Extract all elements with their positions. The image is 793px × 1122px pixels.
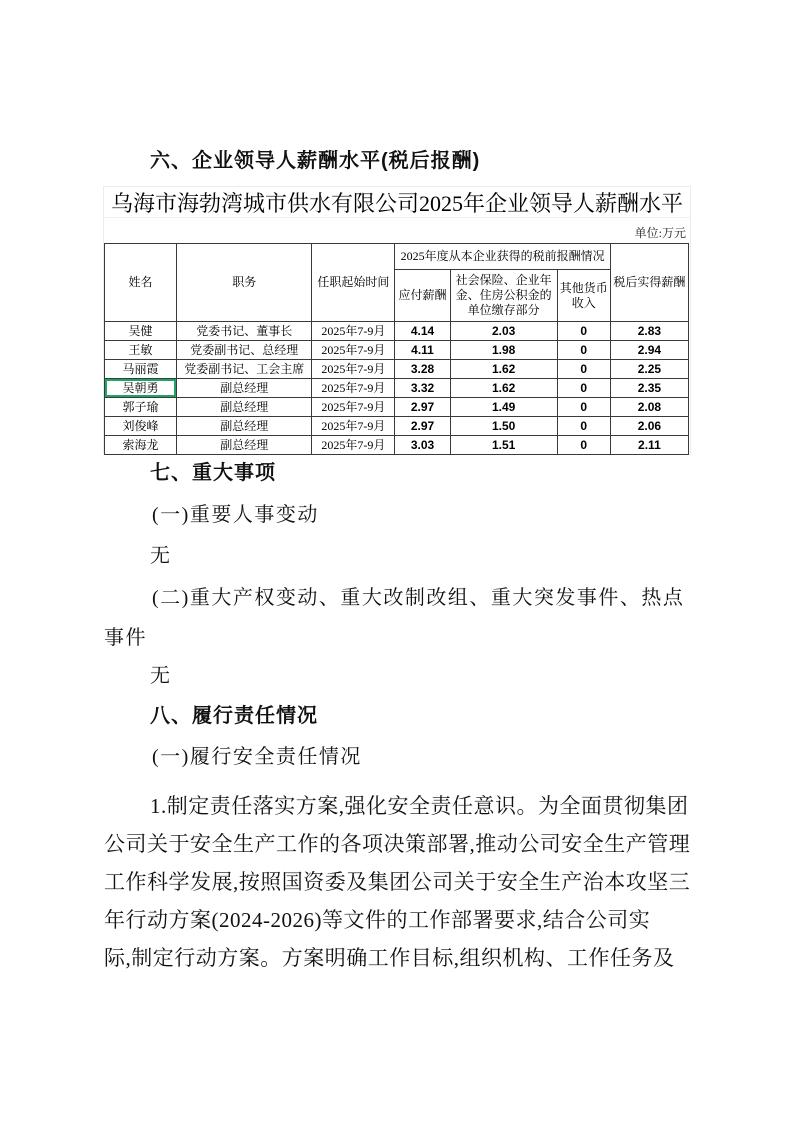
cell-insurance: 1.62	[450, 360, 557, 379]
cell-start: 2025年7-9月	[312, 322, 395, 341]
cell-name: 刘俊峰	[105, 417, 177, 436]
cell-payable: 3.32	[395, 379, 450, 398]
col-header-after-tax: 税后实得薪酬	[610, 244, 688, 322]
cell-name: 王敏	[105, 341, 177, 360]
cell-payable: 2.97	[395, 398, 450, 417]
cell-name: 郭子瑜	[105, 398, 177, 417]
paragraph-line: 公司关于安全生产工作的各项决策部署,推动公司安全生产管理	[104, 832, 691, 856]
cell-after_tax: 2.11	[610, 436, 688, 455]
cell-payable: 2.97	[395, 417, 450, 436]
col-header-name: 姓名	[105, 244, 177, 322]
cell-after_tax: 2.25	[610, 360, 688, 379]
col-header-pretax-group: 2025年度从本企业获得的税前报酬情况	[395, 244, 610, 270]
table-row	[105, 398, 689, 417]
cell-position: 副总经理	[177, 379, 312, 398]
cell-other: 0	[557, 341, 610, 360]
table-row	[105, 436, 689, 455]
cell-after_tax: 2.94	[610, 341, 688, 360]
cell-other: 0	[557, 379, 610, 398]
paragraph-line: 年行动方案(2024-2026)等文件的工作部署要求,结合公司实	[104, 908, 651, 932]
section7-item1-value: 无	[150, 545, 172, 567]
unit-note: 单位:万元	[634, 226, 686, 240]
section8-paragraph	[104, 787, 704, 977]
cell-other: 0	[557, 417, 610, 436]
cell-name: 马丽霞	[105, 360, 177, 379]
cell-payable: 3.03	[395, 436, 450, 455]
table-row	[105, 360, 689, 379]
cell-payable: 3.28	[395, 360, 450, 379]
cell-position: 党委副书记、总经理	[177, 341, 312, 360]
paragraph-line: 际,制定行动方案。方案明确工作目标,组织机构、工作任务及	[104, 946, 675, 970]
cell-insurance: 1.62	[450, 379, 557, 398]
section7-heading: 七、重大事项	[150, 462, 276, 484]
section7-item2-line1: (二)重大产权变动、重大改制改组、重大突发事件、热点	[152, 587, 685, 609]
table-row	[105, 417, 689, 436]
col-header-start-time: 任职起始时间	[312, 244, 395, 322]
table-row	[105, 322, 689, 341]
cell-position: 副总经理	[177, 436, 312, 455]
cell-position: 副总经理	[177, 398, 312, 417]
cell-payable: 4.14	[395, 322, 450, 341]
cell-other: 0	[557, 398, 610, 417]
table-row	[105, 341, 689, 360]
salary-sheet	[103, 186, 691, 455]
cell-start: 2025年7-9月	[312, 379, 395, 398]
cell-position: 党委副书记、工会主席	[177, 360, 312, 379]
paragraph-line: 工作科学发展,按照国资委及集团公司关于安全生产治本攻坚三	[104, 870, 691, 894]
section7-item2-value: 无	[150, 665, 172, 687]
paragraph-line: 1.制定责任落实方案,强化安全责任意识。为全面贯彻集团	[150, 794, 689, 818]
cell-start: 2025年7-9月	[312, 417, 395, 436]
cell-start: 2025年7-9月	[312, 436, 395, 455]
cell-insurance: 1.98	[450, 341, 557, 360]
salary-table	[104, 243, 689, 455]
cell-payable: 4.11	[395, 341, 450, 360]
cell-other: 0	[557, 322, 610, 341]
section6-heading: 六、企业领导人薪酬水平(税后报酬)	[150, 150, 481, 172]
cell-after_tax: 2.83	[610, 322, 688, 341]
cell-after_tax: 2.08	[610, 398, 688, 417]
cell-insurance: 1.49	[450, 398, 557, 417]
section7-item1-label: (一)重要人事变动	[152, 504, 319, 526]
cell-insurance: 1.50	[450, 417, 557, 436]
cell-position: 副总经理	[177, 417, 312, 436]
cell-name: 吴朝勇	[105, 379, 177, 398]
section8-sub-heading: (一)履行安全责任情况	[152, 746, 362, 768]
cell-position: 党委书记、董事长	[177, 322, 312, 341]
cell-start: 2025年7-9月	[312, 341, 395, 360]
table-row	[105, 379, 689, 398]
cell-name: 索海龙	[105, 436, 177, 455]
section7-item2-line2: 事件	[104, 627, 147, 649]
cell-insurance: 1.51	[450, 436, 557, 455]
salary-table-title: 乌海市海勃湾城市供水有限公司2025年企业领导人薪酬水平	[104, 187, 690, 218]
cell-start: 2025年7-9月	[312, 398, 395, 417]
col-header-position: 职务	[177, 244, 312, 322]
cell-other: 0	[557, 360, 610, 379]
col-header-other-income: 其他货币收入	[557, 270, 610, 322]
cell-other: 0	[557, 436, 610, 455]
cell-after_tax: 2.06	[610, 417, 688, 436]
cell-insurance: 2.03	[450, 322, 557, 341]
section8-heading: 八、履行责任情况	[150, 705, 318, 727]
col-header-insurance: 社会保险、企业年金、住房公积金的单位缴存部分	[450, 270, 557, 322]
cell-name: 吴健	[105, 322, 177, 341]
salary-table-header	[105, 244, 689, 322]
salary-table-body	[105, 322, 689, 455]
col-header-payable: 应付薪酬	[395, 270, 450, 322]
cell-after_tax: 2.35	[610, 379, 688, 398]
cell-start: 2025年7-9月	[312, 360, 395, 379]
